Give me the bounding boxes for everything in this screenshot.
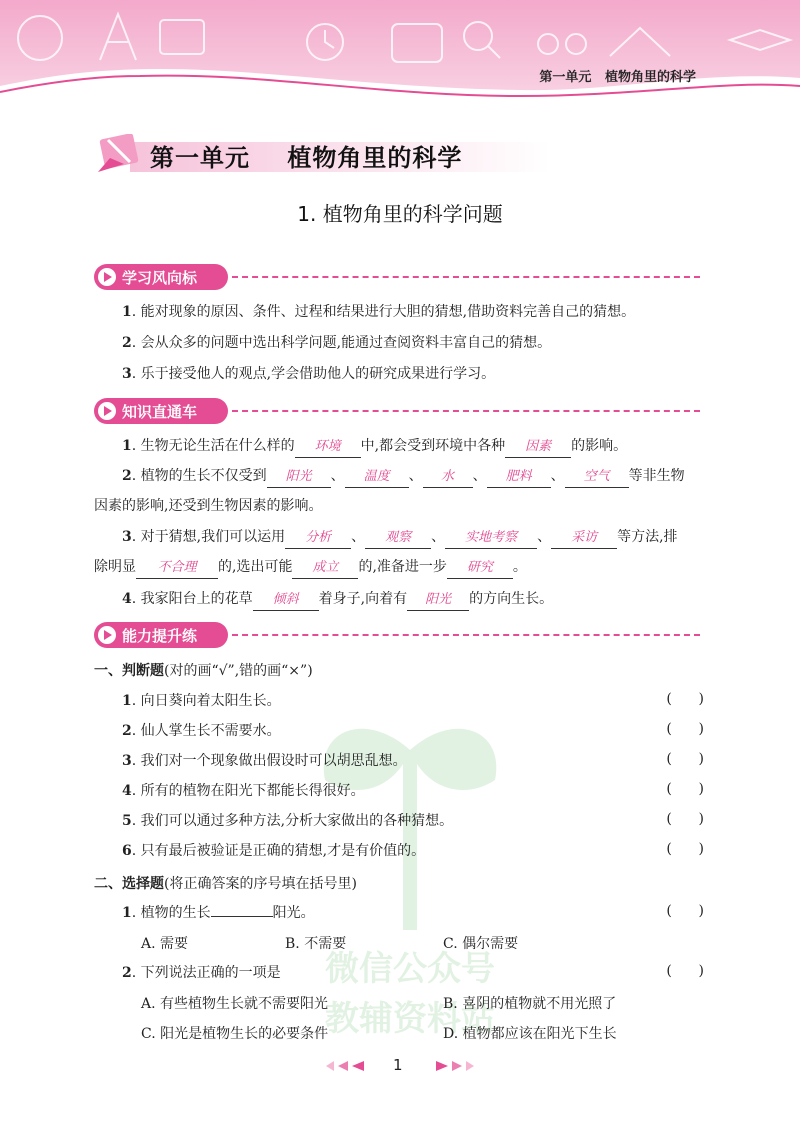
answer-blank: 因素 [505,437,571,458]
section-divider [232,276,700,278]
answer-blank: 成立 [292,558,358,579]
answer-parentheses[interactable]: ( ) [666,903,704,919]
watermark-line1: 微信公众号 [325,949,495,989]
choice-option[interactable]: B. 喜阴的植物就不用光照了 [443,996,617,1012]
section-goals-label: 学习风向标 [122,269,198,287]
unit-title-block [90,134,550,178]
choice-option[interactable]: C. 偶尔需要 [443,936,519,952]
judge-item: 3. 我们对一个现象做出假设时可以胡思乱想。 [122,753,407,769]
knowledge-q3: 3. 对于猜想,我们可以运用 分析 、 观察 、 实地考察 、 采访 等方法,排 [122,527,678,549]
answer-parentheses[interactable]: ( ) [666,721,704,737]
left-arrows-icon [326,1058,374,1074]
answer-blank: 空气 [565,467,629,488]
answer-blank: 采访 [551,528,617,549]
answer-parentheses[interactable]: ( ) [666,841,704,857]
choice-q2: 2. 下列说法正确的一项是 [122,965,281,981]
answer-blank: 水 [423,467,473,488]
answer-blank: 环境 [295,437,361,458]
section-divider [232,634,700,636]
choice-option[interactable]: D. 植物都应该在阳光下生长 [443,1026,617,1042]
answer-blank: 实地考察 [445,528,537,549]
choice-option[interactable]: A. 需要 [141,936,189,952]
knowledge-q4: 4. 我家阳台上的花草 倾斜 着身子,向着有 阳光 的方向生长。 [122,589,553,611]
answer-parentheses[interactable]: ( ) [666,781,704,797]
goal-item: 1. 能对现象的原因、条件、过程和结果进行大胆的猜想,借助资料完善自己的猜想。 [122,304,636,320]
section-practice-label: 能力提升练 [122,627,198,645]
choice-option[interactable]: A. 有些植物生长就不需要阳光 [141,996,329,1012]
answer-parentheses[interactable]: ( ) [666,691,704,707]
goal-item: 3. 乐于接受他人的观点,学会借助他人的研究成果进行学习。 [122,366,496,382]
choice-heading: 二、选择题(将正确答案的序号填在括号里) [94,876,357,892]
watermark-line2: 教辅资料站 [325,999,495,1039]
section-knowledge-header [94,398,706,424]
section-divider [232,410,700,412]
section-goals-header [94,264,706,290]
knowledge-q2: 2. 植物的生长不仅受到 阳光 、 温度 、 水 、 肥料 、 空气 等非生物 [122,466,685,488]
answer-parentheses[interactable]: ( ) [666,811,704,827]
page-number: 1 [393,1056,403,1074]
banner-title: 第一单元 植物角里的科学 [539,70,696,85]
answer-blank: 分析 [285,528,351,549]
answer-blank: 研究 [447,558,513,579]
answer-parentheses[interactable]: ( ) [666,963,704,979]
choice-q1: 1. 植物的生长 阳光。 [122,905,315,921]
right-arrows-icon [426,1058,474,1074]
answer-blank [211,916,273,917]
judge-item: 5. 我们可以通过多种方法,分析大家做出的各种猜想。 [122,813,454,829]
answer-blank: 阳光 [267,467,331,488]
section-practice-header [94,622,706,648]
answer-blank: 温度 [345,467,409,488]
answer-blank: 阳光 [407,590,469,611]
judge-item: 1. 向日葵向着太阳生长。 [122,693,281,709]
judge-heading: 一、判断题(对的画“√”,错的画“×”) [94,663,313,679]
judge-item: 2. 仙人掌生长不需要水。 [122,723,281,739]
page-footer [0,1054,800,1078]
answer-blank: 不合理 [136,558,218,579]
answer-blank: 肥料 [487,467,551,488]
judge-item: 4. 所有的植物在阳光下都能长得很好。 [122,783,365,799]
lesson-title: 1. 植物角里的科学问题 [297,202,503,226]
answer-parentheses[interactable]: ( ) [666,751,704,767]
knowledge-q2-line2: 因素的影响,还受到生物因素的影响。 [94,498,323,514]
judge-item: 6. 只有最后被验证是正确的猜想,才是有价值的。 [122,843,426,859]
goal-item: 2. 会从众多的问题中选出科学问题,能通过查阅资料丰富自己的猜想。 [122,335,552,351]
answer-blank: 倾斜 [253,590,319,611]
knowledge-q1: 1. 生物无论生活在什么样的 环境 中,都会受到环境中各种 因素 的影响。 [122,436,627,458]
knowledge-q3-line2: 除明显 不合理 的,选出可能 成立 的,准备进一步 研究 。 [94,557,527,579]
answer-blank: 观察 [365,528,431,549]
header-banner [0,0,800,110]
section-knowledge-label: 知识直通车 [122,403,198,421]
unit-title: 第一单元 植物角里的科学 [150,144,463,172]
choice-option[interactable]: B. 不需要 [285,936,347,952]
choice-option[interactable]: C. 阳光是植物生长的必要条件 [141,1026,329,1042]
